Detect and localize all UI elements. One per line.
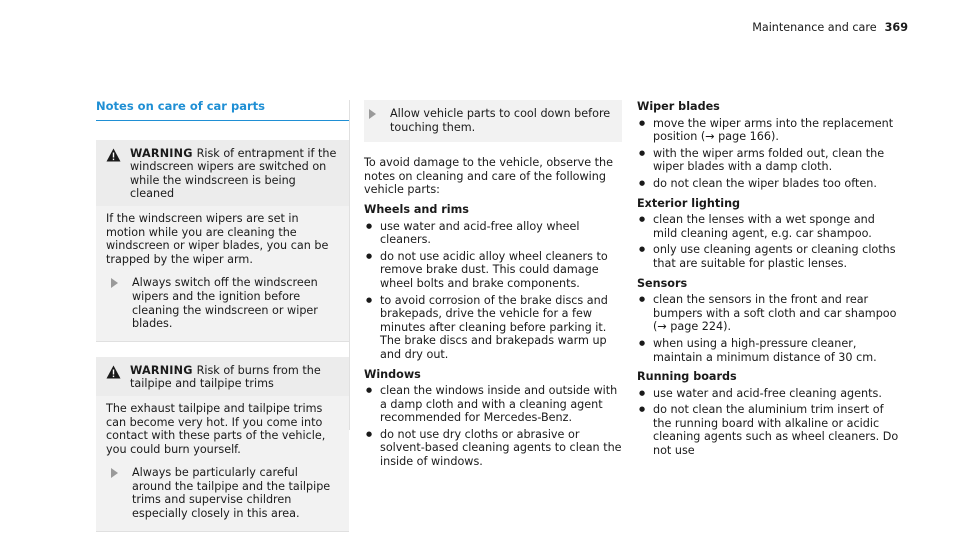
bullet-list (364, 220, 622, 362)
step-arrow-icon (369, 109, 376, 119)
section-title: Notes on care of car parts (96, 100, 349, 121)
warning-label: WARNING (130, 363, 193, 377)
subheading: Sensors (637, 276, 688, 290)
list-item: ● clean the lenses with a wet sponge and mild cleaning agent, e.g. car shampoo. (637, 213, 899, 240)
warning-triangle-icon (106, 365, 121, 379)
list-item: ● do not use dry cloths or abrasive or solvent-based cleaning agents to clean the inside of windows. (364, 428, 622, 469)
header-section: Maintenance and care (752, 21, 877, 34)
bullet-list (637, 213, 899, 270)
step-arrow-icon (111, 468, 118, 478)
warning-box-tailpipe (96, 357, 349, 532)
bullet-list (637, 117, 899, 191)
intro-paragraph: To avoid damage to the vehicle, observe the notes on cleaning and care of the following vehicle parts: (364, 156, 614, 197)
bullet-list (637, 293, 899, 364)
list-item: ● clean the sensors in the front and rear bumpers with a soft cloth and car shampoo (→ page 224). (637, 293, 899, 334)
bullet-list (364, 384, 622, 469)
warning-heading: Risk of burns from the tailpipe and tailpipe trims (130, 363, 321, 391)
column-3 (637, 100, 899, 458)
list-item: ● use water and acid-free cleaning agents. (637, 387, 899, 401)
column-2 (364, 100, 622, 469)
instruction-step (364, 107, 612, 134)
step-arrow-icon (111, 278, 118, 288)
warning-label: WARNING (130, 146, 193, 160)
subheading: Exterior lighting (637, 196, 741, 210)
warning-body: The exhaust tailpipe and tailpipe trims can become very hot. If you come into contact with these parts of the vehicle, you could burn yourself. (106, 401, 326, 456)
list-item: ● to avoid corrosion of the brake discs and brakepads, drive the vehicle for a few minutes after cleaning before parking it. The brake discs and brakepads warm up and dry out. (364, 294, 622, 362)
column-1 (96, 100, 349, 532)
step-text: Allow vehicle parts to cool down before touching them. (390, 107, 611, 134)
list-item: ● with the wiper arms folded out, clean the wiper blades with a damp cloth. (637, 147, 899, 174)
step-text: Always be particularly careful around the tailpipe and the tailpipe trims and supervise children especially closely in this area. (132, 466, 331, 521)
instruction-step (106, 276, 339, 330)
list-item: ● move the wiper arms into the replacement position (→ page 166). (637, 117, 899, 144)
warning-box-wipers (96, 140, 349, 342)
warning-body: If the windscreen wipers are set in motion while you are cleaning the windscreen or wiper blades, you can be trapped by the wiper arm. (106, 211, 329, 266)
warning-triangle-icon (106, 148, 121, 162)
step-text: Always switch off the windscreen wipers and the ignition before cleaning the windscreen or wiper blades. (132, 276, 318, 331)
list-item: ● use water and acid-free alloy wheel cleaners. (364, 220, 622, 247)
list-item: ● only use cleaning agents or cleaning cloths that are suitable for plastic lenses. (637, 243, 899, 270)
subheading: Wheels and rims (364, 202, 469, 216)
page-header (752, 21, 908, 35)
page-number: 369 (884, 21, 908, 34)
list-item: ● do not clean the wiper blades too often. (637, 177, 899, 191)
warning-heading: Risk of entrapment if the windscreen wipers are switched on while the windscreen is being cleaned (130, 146, 337, 201)
list-item: ● when using a high-pressure cleaner, maintain a minimum distance of 30 cm. (637, 337, 899, 364)
list-item: ● clean the windows inside and outside with a damp cloth and with a cleaning agent recommended for Mercedes-Benz. (364, 384, 622, 425)
warning-continuation (364, 100, 622, 142)
subheading: Windows (364, 367, 421, 381)
column-divider (349, 100, 350, 430)
subheading: Wiper blades (637, 100, 720, 113)
list-item: ● do not clean the aluminium trim insert of the running board with alkaline or acidic cleaning agents such as wheel cleaners. Do not use (637, 403, 899, 457)
instruction-step (106, 466, 339, 520)
bullet-list (637, 387, 899, 458)
list-item: ● do not use acidic alloy wheel cleaners to remove brake dust. This could damage wheel bolts and brake components. (364, 250, 622, 291)
subheading: Running boards (637, 370, 737, 384)
